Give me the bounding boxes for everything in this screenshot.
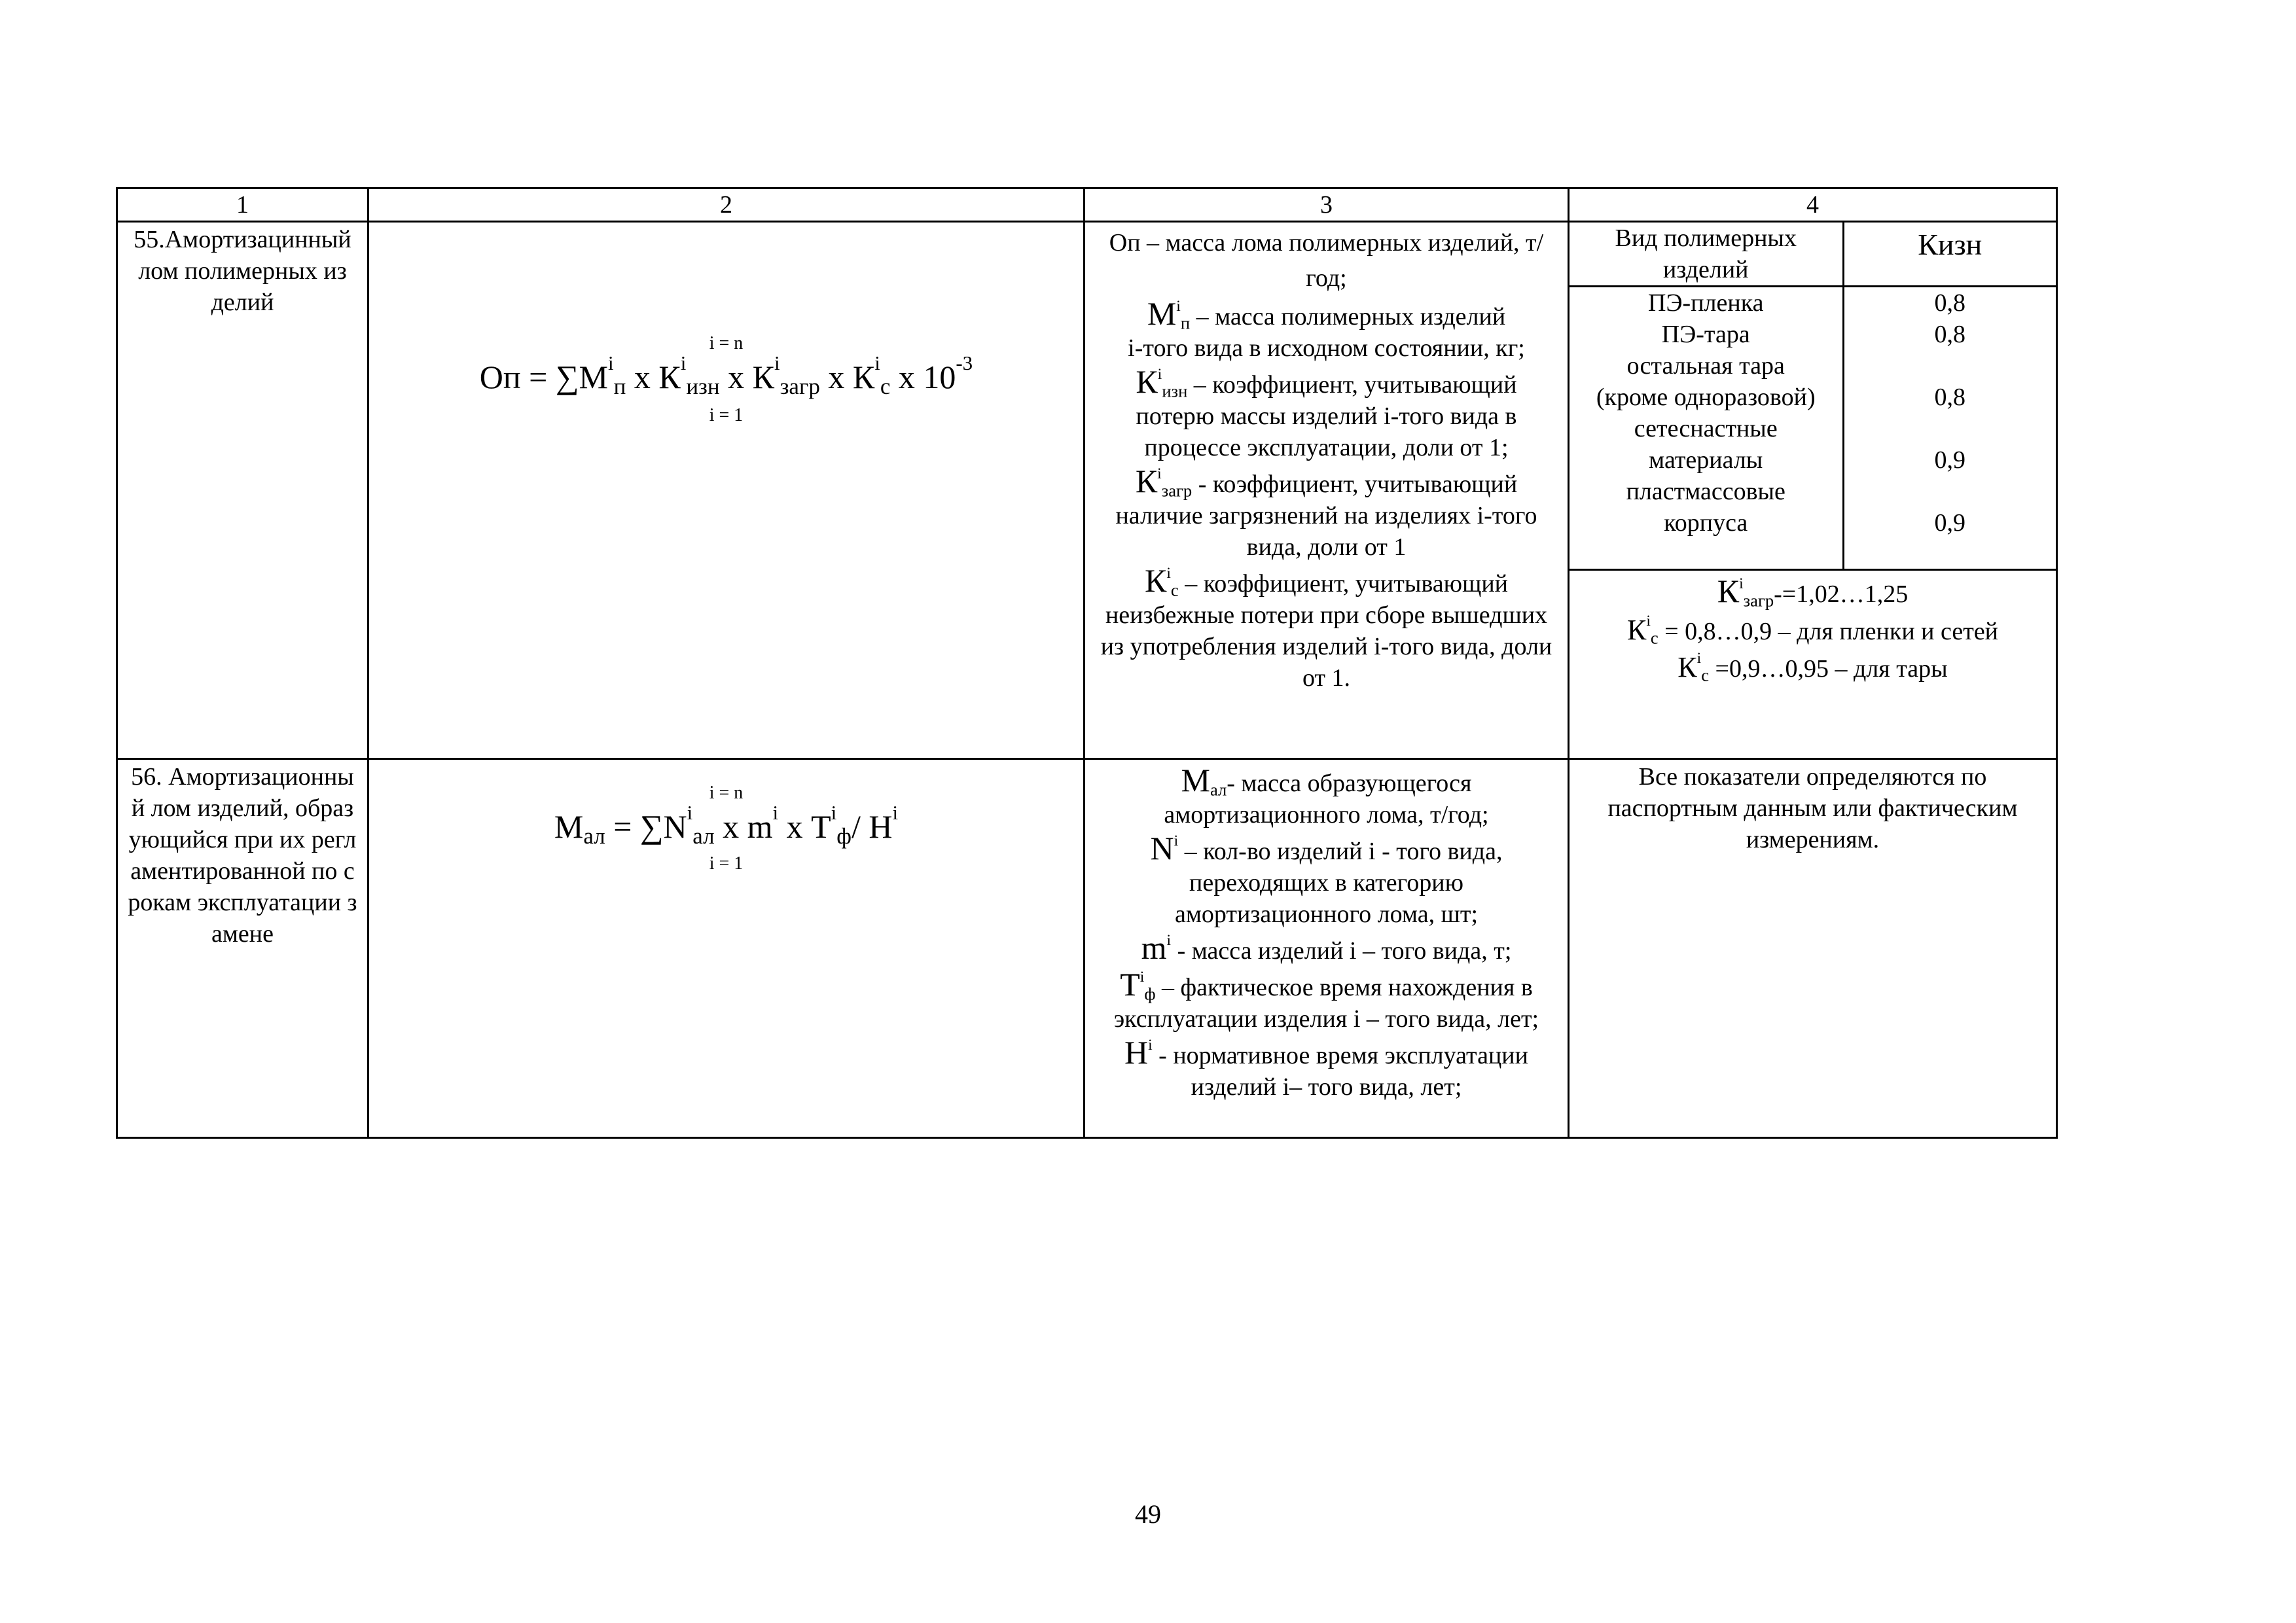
desc-text: – коэффициент, учитывающий [1187,371,1517,399]
formula-term: х m [714,808,773,845]
row56-formula [369,760,1083,1137]
desc-sup: i [1157,465,1162,482]
kizn-value-item: 0,8 [1934,289,1965,317]
row55-sum-lower: i = 1 [709,405,744,425]
row55-formula-cell [368,222,1085,759]
desc-symbol: К [1145,562,1167,599]
kizn-value-item [1844,476,2056,507]
page-number: 49 [1135,1499,1161,1529]
note-kc-tare [1570,650,2056,687]
desc-text: - масса образующегося амортизационного лома, т/год; [1164,770,1489,829]
header-cell-3: 3 [1085,188,1569,222]
row55-name-cell [117,222,368,759]
desc-m [1094,296,1558,364]
kizn-type-item: остальная тара [1626,352,1785,380]
desc-symbol: N [1150,830,1174,866]
note-text: =0,9…0,95 – для тары [1709,655,1948,683]
kizn-type-item: материалы [1649,446,1763,474]
note-sup: i [1646,612,1651,630]
kizn-notes-row [1570,570,2056,688]
formula-term: х К [819,359,875,395]
row55-formula [369,223,1083,758]
formula-sub: изн [686,373,720,399]
kizn-type-item: пластмассовые [1626,478,1785,505]
header-cell-4: 4 [1569,188,2057,222]
desc-symbol: К [1136,363,1158,400]
kizn-notes [1570,570,2056,688]
note-symbol: К [1677,651,1697,683]
kizn-type-item: ПЭ-пленка [1648,289,1764,317]
kizn-value-item: 0,9 [1934,446,1965,474]
kizn-value-item: 0,8 [1934,383,1965,411]
desc-op [1094,225,1558,296]
kizn-header-row [1570,223,2056,287]
kizn-table [1570,223,2056,687]
formula-term: х 10 [890,359,956,395]
note-symbol: К [1717,573,1740,609]
desc-sup: i [1166,564,1171,582]
table-row-55 [117,222,2057,759]
desc-mal [1094,762,1558,830]
formula-sub: п [613,373,626,399]
formula-sub: с [880,373,891,399]
kizn-value-item: 0,9 [1934,509,1965,537]
desc-sub: загр [1161,480,1193,501]
note-text: = 0,8…0,9 – для пленки и сетей [1658,618,1999,645]
desc-text: неизбежные потери при сборе вышедших из употребления изделий i-того вида, доли от 1. [1100,601,1552,692]
desc-symbol: М [1181,762,1210,798]
formula-term: х T [778,808,831,845]
desc-sup: i [1157,365,1162,383]
desc-symbol: T [1120,966,1140,1003]
formula-lhs: Оп [479,359,521,395]
note-sub: с [1650,628,1659,648]
table-row-56 [117,759,2057,1138]
desc-sup: i [1148,1036,1153,1054]
row56-formula-expression [369,801,1083,849]
desc-text: – фактическое время нахождения в эксплуатации изделия i – того вида, лет; [1113,974,1539,1033]
row56-notes: Все показатели определяются по паспортным данным или фактическим измерениям. [1607,763,2018,853]
formula-sub: загр [780,373,820,399]
desc-k1 [1094,364,1558,463]
row55-sum-upper: i = n [709,333,744,353]
desc-text: - масса изделий i – того вида, т; [1171,937,1512,965]
desc-sub: изн [1162,381,1188,401]
desc-symbol: К [1135,463,1158,499]
kizn-type-item: ПЭ-тара [1661,321,1750,348]
kizn-header-type: Вид полимерных изделий [1570,223,1843,287]
note-kzagr [1570,573,2056,613]
row55-name: 55.Амортизацинный лом полимерных изделий [134,226,351,316]
note-sub: с [1701,665,1710,685]
kizn-value-item [1844,413,2056,444]
desc-symbol: М [1147,295,1177,332]
desc-text: наличие загрязнений на изделиях i-того вида, доли от 1 [1115,502,1537,561]
row56-description-cell [1085,759,1569,1138]
kizn-value-item: 0,8 [1934,321,1965,348]
formula-sum: = ∑М [520,359,608,395]
desc-sub: п [1180,313,1191,333]
header-cell-2: 2 [368,188,1085,222]
kizn-values-row [1570,287,2056,570]
row56-sum-lower: i = 1 [709,853,744,874]
row55-formula-expression [369,351,1083,399]
desc-k2 [1094,463,1558,563]
desc-k3 [1094,563,1558,694]
kizn-type-item: сетеснастные [1634,415,1778,442]
desc-sup: i [1139,968,1145,986]
desc-sub: ф [1144,984,1156,1004]
formula-sup: -3 [956,351,973,375]
row56-notes-cell [1569,759,2057,1138]
desc-text: - коэффициент, учитывающий [1192,471,1518,498]
row55-description-cell [1085,222,1569,759]
row56-name: 56. Амортизационный лом изделий, образующийся при их регламентированной по срокам эксплуатации замене [128,763,357,948]
formula-sub: ф [836,823,852,849]
formula-sub: ал [692,823,715,849]
kizn-values [1843,287,2056,570]
desc-text: i-того вида в исходном состоянии, кг; [1128,334,1525,362]
formula-sup: i [774,351,780,375]
desc-text: – масса полимерных изделий [1190,303,1506,330]
header-cell-1: 1 [117,188,368,222]
kizn-values-list [1844,287,2056,539]
formula-sup: i [831,801,837,825]
desc-op-text: Оп – масса лома полимерных изделий, т/год; [1109,229,1544,292]
desc-h [1094,1035,1558,1103]
kizn-header-k: Кизн [1843,223,2056,287]
desc-sup: i [1174,832,1179,849]
formula-sup: i [680,351,687,375]
desc-n [1094,830,1558,930]
header-row [117,188,2057,222]
formula-sub: ал [583,823,605,849]
kizn-type-item: корпуса [1664,509,1748,537]
note-sup: i [1739,575,1744,592]
desc-sub: с [1170,580,1179,600]
desc-text: потерю массы изделий i-того вида в процессе эксплуатации, доли от 1; [1136,402,1517,461]
desc-sub: ал [1210,779,1227,800]
formula-term: х К [626,359,681,395]
kizn-value-item [1844,350,2056,382]
note-sub: загр [1743,590,1774,611]
formula-sup: i [772,801,779,825]
desc-text: – кол-во изделий i - того вида, переходящих в категорию амортизационного лома, шт; [1174,838,1503,928]
desc-t [1094,967,1558,1035]
desc-text: - нормативное время эксплуатации изделий i– того вида, лет; [1152,1042,1528,1101]
row56-sum-upper: i = n [709,783,744,803]
formula-sup: i [607,351,614,375]
note-kc-film [1570,613,2056,650]
row56-name-cell [117,759,368,1138]
formula-sum: = ∑N [605,808,687,845]
desc-symbol: H [1124,1034,1149,1071]
kizn-type-item: (кроме одноразовой) [1596,383,1816,411]
desc-text: – коэффициент, учитывающий [1178,570,1508,597]
desc-sup: i [1166,931,1172,949]
note-symbol: К [1626,614,1647,646]
row56-formula-cell [368,759,1085,1138]
desc-sup: i [1176,297,1181,315]
norms-table [116,187,2058,1139]
kizn-types [1570,287,1843,570]
note-sup: i [1696,649,1702,667]
formula-sup: i [874,351,880,375]
row55-values-cell [1569,222,2057,759]
desc-mi [1094,930,1558,967]
formula-term: х К [719,359,774,395]
kizn-types-list [1570,287,1842,539]
note-text: -=1,02…1,25 [1774,580,1909,608]
formula-sup: i [892,801,899,825]
formula-lhs: М [554,808,584,845]
formula-sup: i [687,801,693,825]
desc-symbol: m [1141,929,1167,966]
formula-term: / H [851,808,893,845]
